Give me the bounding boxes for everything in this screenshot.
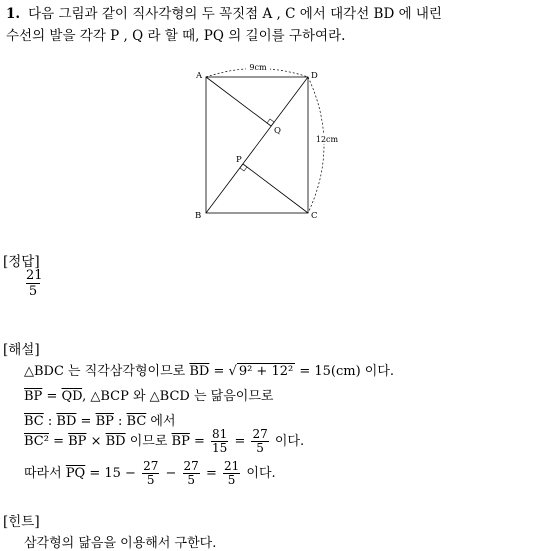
question-line-1 — [6, 2, 442, 22]
side-length-arc — [308, 77, 324, 213]
label-a: A — [196, 71, 203, 81]
explanation-title: [해설] — [3, 342, 40, 358]
rectangle-figure — [190, 60, 360, 225]
top-length-label: 9cm — [249, 63, 267, 72]
answer-title: [정답] — [3, 254, 40, 270]
perpendicular-cp — [243, 164, 308, 213]
hint-text: 삼각형의 닮음을 이용해서 구한다. — [24, 536, 217, 551]
label-p: P — [236, 155, 242, 165]
explanation-line-2: $\overline{BP} = \overline{QD}$, △BCP 와 △BCD 는 닮음이므로 — [24, 389, 274, 404]
explanation-line-3: $\overline{BC}$ : $\overline{BD} = \overline{BP}$ : $\overline{BC}$ 에서 — [24, 414, 176, 429]
answer-numerator: 21 — [26, 268, 43, 283]
explanation-line-1: △BDC 는 직각삼각형이므로 $\overline{BD}$ = √ 9² + 12² = 15(cm) 이다. — [24, 364, 395, 379]
label-d: D — [311, 71, 318, 81]
answer-denominator: 5 — [28, 284, 38, 299]
question-text-1: 다음 그림과 같이 직사각형의 두 꼭짓점 A , C 에서 대각선 BD 에 내린 — [28, 6, 442, 22]
right-angle-q — [267, 119, 274, 126]
diagonal-bd — [206, 77, 308, 213]
question-line-2: 수선의 발을 각각 P , Q 라 할 때, PQ 의 길이를 구하여라. — [6, 28, 346, 44]
side-length-label: 12cm — [315, 135, 339, 144]
label-b: B — [195, 211, 202, 221]
explanation-line-4: $BC^2 = \overline{BP} \times \overline{BD}$ 이므로 $\overline{BP}$ = $\frac{81}{15}$ = $\frac{27}{5}$ 이다. — [24, 427, 305, 455]
right-angle-p — [240, 164, 247, 171]
perpendicular-aq — [206, 77, 271, 126]
answer-fraction — [26, 268, 43, 299]
label-c: C — [311, 211, 318, 221]
hint-title: [힌트] — [3, 514, 40, 530]
explanation-line-5: 따라서 $\overline{PQ} = 15$ − $\frac{27}{5}$ − $\frac{27}{5}$ = $\frac{21}{5}$ 이다. — [24, 459, 276, 487]
question-number: 1. — [6, 6, 21, 22]
label-q: Q — [274, 126, 281, 136]
